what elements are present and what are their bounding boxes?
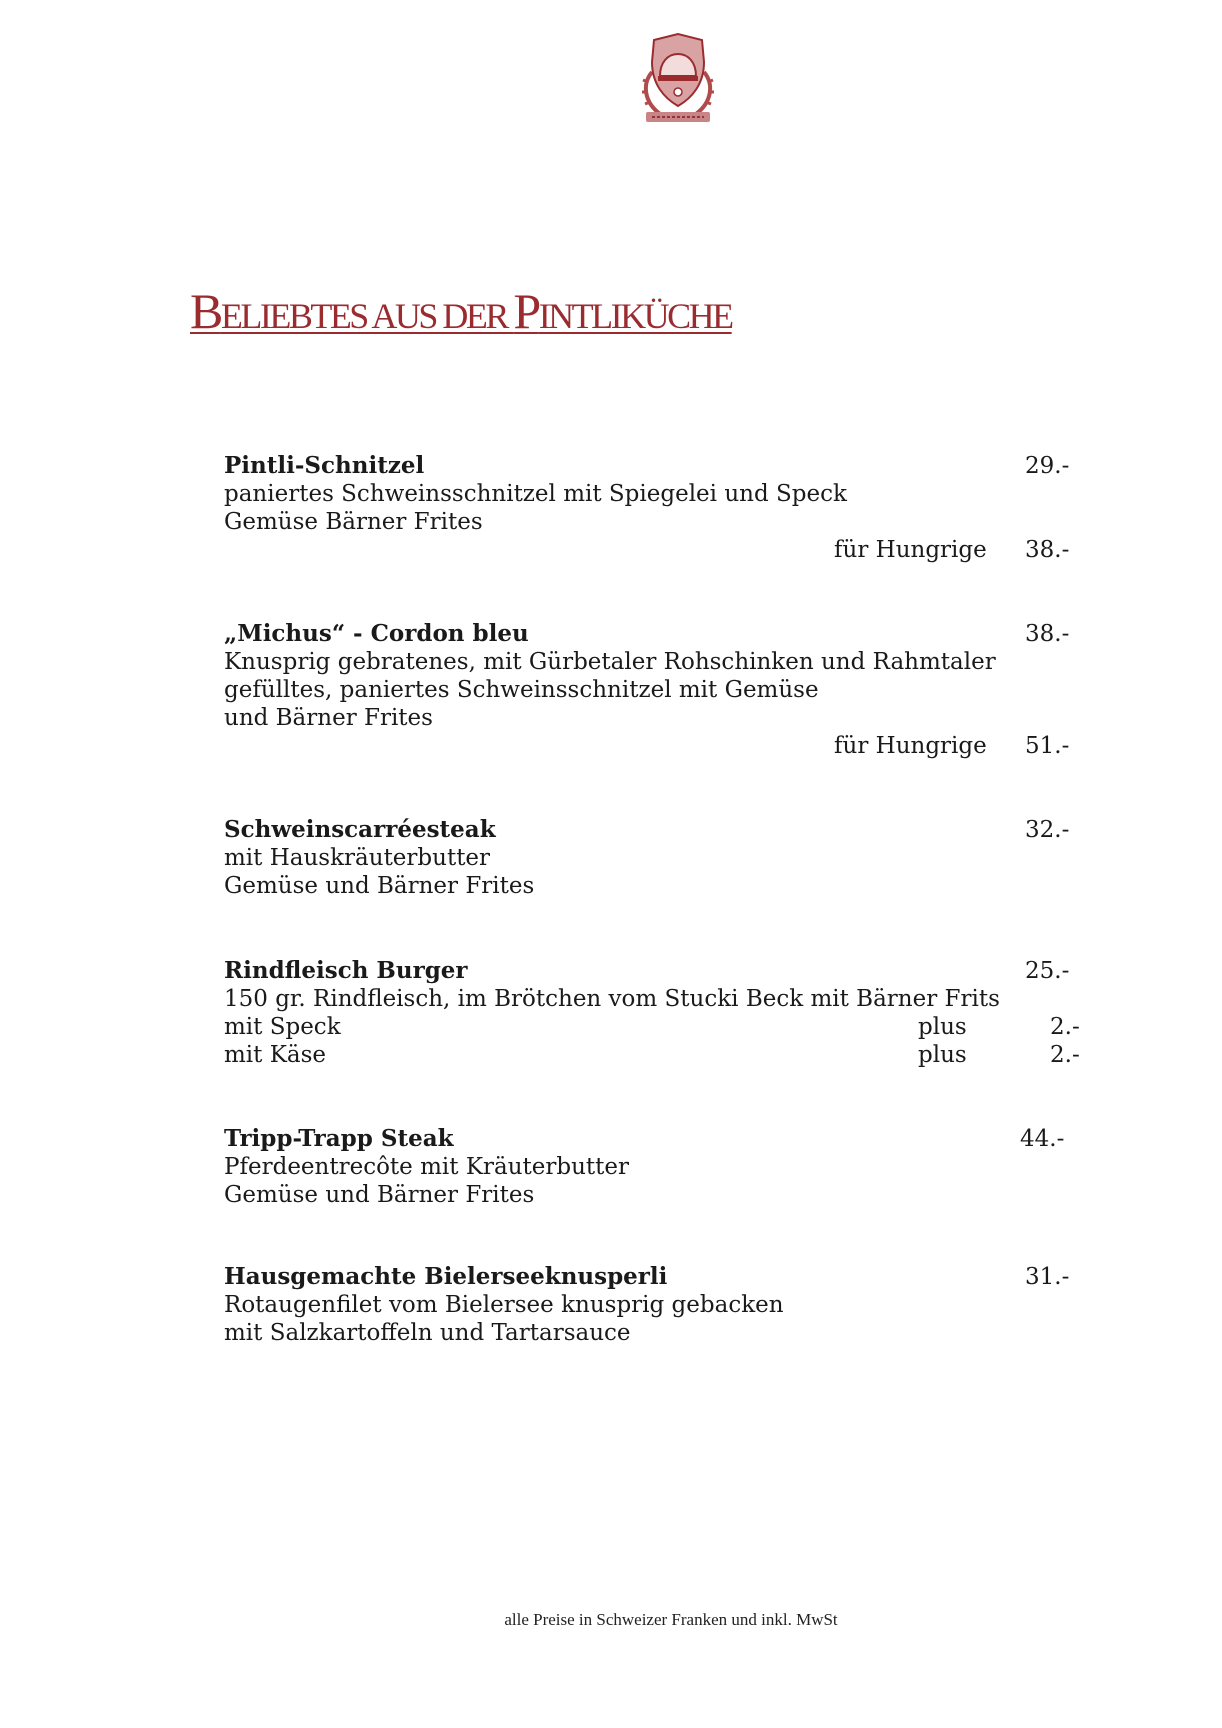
dish-price: 29.- [1025, 453, 1070, 479]
dish-name: Pintli-Schnitzel [224, 452, 425, 479]
dish-name: Hausgemachte Bielerseeknusperli [224, 1263, 668, 1290]
dish-description: Knusprig gebratenes, mit Gürbetaler Rohschinken und Rahmtaler [224, 649, 996, 675]
extra-price: 2.- [1050, 1014, 1080, 1040]
extra-label: mit Speck [224, 1014, 341, 1040]
dish-description: Gemüse Bärner Frites [224, 509, 483, 535]
title-initial: P [513, 283, 539, 339]
title-part: INTLIKÜCHE [538, 296, 732, 336]
dish-description: Rotaugenfilet vom Bielersee knusprig gebacken [224, 1292, 784, 1318]
hungry-price: 38.- [1025, 537, 1070, 563]
dish-name: Schweinscarréesteak [224, 816, 496, 843]
title-part: ELIEBTES AUS DER [220, 296, 514, 336]
dish-price: 38.- [1025, 621, 1070, 647]
extra-plus: plus [918, 1014, 967, 1040]
dish-description: Gemüse und Bärner Frites [224, 1182, 535, 1208]
dish-name: „Michus“ - Cordon bleu [224, 620, 529, 647]
dish-price: 31.- [1025, 1264, 1070, 1290]
dish-description: 150 gr. Rindfleisch, im Brötchen vom Stucki Beck mit Bärner Frits [224, 986, 1000, 1012]
dish-name: Tripp-Trapp Steak [224, 1125, 454, 1152]
extra-label: mit Käse [224, 1042, 327, 1068]
dish-description: und Bärner Frites [224, 705, 433, 731]
dish-name: Rindfleisch Burger [224, 957, 468, 984]
dish-price: 32.- [1025, 817, 1070, 843]
dish-description: mit Salzkartoffeln und Tartarsauce [224, 1320, 631, 1346]
dish-description: Pferdeentrecôte mit Kräuterbutter [224, 1154, 629, 1180]
dish-description: Gemüse und Bärner Frites [224, 873, 535, 899]
price-footnote: alle Preise in Schweizer Franken und inkl. MwSt [504, 1610, 838, 1629]
dish-price: 44.- [1020, 1126, 1065, 1152]
title-initial: B [190, 283, 221, 339]
hungry-price: 51.- [1025, 733, 1070, 759]
hungry-label: für Hungrige [834, 537, 987, 563]
hungry-label: für Hungrige [834, 733, 987, 759]
dish-description: gefülltes, paniertes Schweinsschnitzel mit Gemüse [224, 677, 819, 703]
dish-description: paniertes Schweinsschnitzel mit Spiegelei und Speck [224, 481, 847, 507]
extra-price: 2.- [1050, 1042, 1080, 1068]
dish-description: mit Hauskräuterbutter [224, 845, 491, 871]
extra-plus: plus [918, 1042, 967, 1068]
dish-price: 25.- [1025, 958, 1070, 984]
